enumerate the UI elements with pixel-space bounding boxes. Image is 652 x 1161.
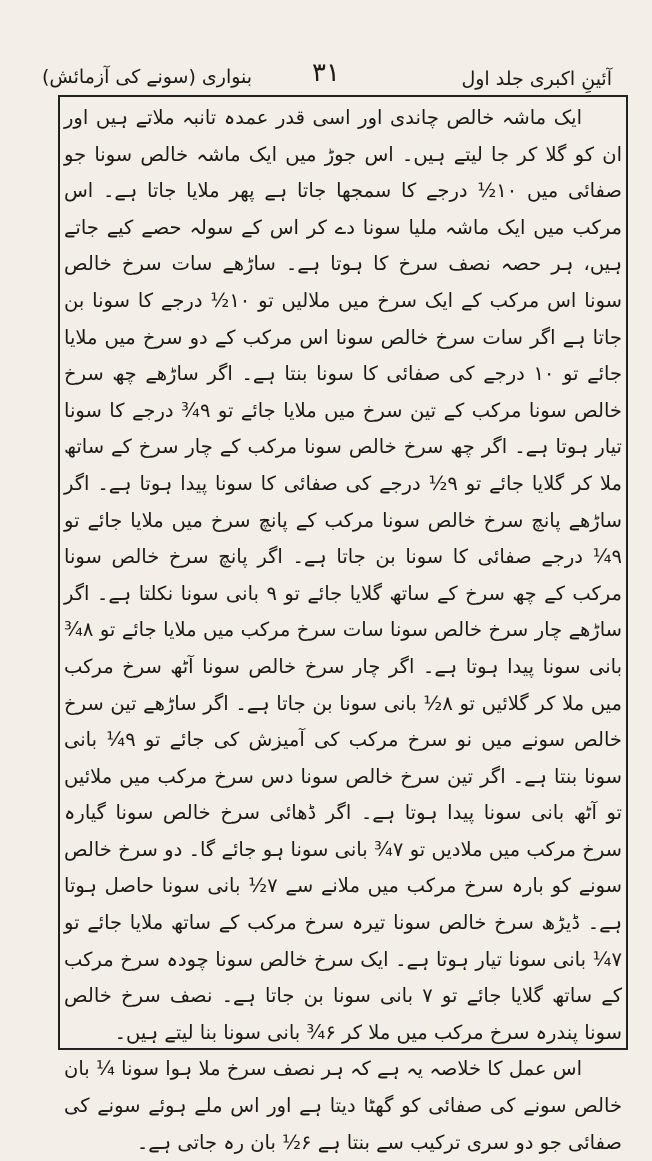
paragraph: اس عمل کا خلاصہ یہ ہے کہ ہر نصف سرخ ملا ہوا سونا ¼ بان خالص سونے کی صفائی کو گھٹا دیتا ہے اور اس ملے ہوئے سونے کی صفائی جو دو سری ترکیب سے بنتا ہے ۶½ بان رہ جاتی ہے۔ [64,1057,622,1154]
section-title: بنواری (سونے کی آزمائش) [42,66,253,88]
paragraph: ایک ماشہ خالص چاندی اور اسی قدر عمدہ تانبہ ملاتے ہیں اور ان کو گلا کر جا لیتے ہیں۔ اس جوڑ میں ایک ماشہ خالص سونا جو صفائی میں ۱۰½ درجے کا سمجھا جاتا ہے پھر ملایا جاتا ہے۔ اس مرکب میں ایک ماشہ ملیا سونا دے کر اس کے سولہ حصے کیے جاتے ہیں، ہر حصہ نصف سرخ کا ہوتا ہے۔ ساڑھے سات سرخ خالص سونا اس مرکب کے ایک سرخ میں ملالیں تو ۱۰½ درجے کا سونا بن جاتا ہے اگر سات سرخ خالص سونا اس مرکب کے دو سرخ میں ملایا جائے تو ۱۰ درجے کی صفائی کا سونا بنتا ہے۔ اگر ساڑھے چھ سرخ خالص سونا مرکب کے تین سرخ میں ملایا جائے تو ۹¾ درجے کا سونا تیار ہوتا ہے۔ اگر چھ سرخ خالص سونا مرکب کے چار سرخ کے ساتھ ملا کر گلایا جائے تو ۹½ درجے کی صفائی کا سونا پیدا ہوتا ہے۔ اگر ساڑھے پانچ سرخ خالص سونا مرکب کے پانچ سرخ میں ملایا جائے تو ۹¼ درجے صفائی کا سونا بن جاتا ہے۔ اگر پانچ سرخ خالص سونا مرکب کے چھ سرخ کے ساتھ گلایا جائے تو ۹ بانی سونا نکلتا ہے۔ اگر ساڑھے چار سرخ خالص سونا سات سرخ مرکب میں ملایا جائے تو ۸¾ بانی سونا پیدا ہوتا ہے۔ اگر چار سرخ خالص سونا آٹھ سرخ مرکب میں ملا کر گلائیں تو ۸½ بانی سونا بن جاتا ہے۔ اگر ساڑھے تین سرخ خالص سونے میں نو سرخ مرکب کی آمیزش کی جائے تو ۹¼ بانی سونا بنتا ہے۔ اگر تین سرخ خالص سونا دس سرخ مرکب میں ملائیں تو آٹھ بانی سونا پیدا ہوتا ہے۔ اگر ڈھائی سرخ خالص سونا گیارہ سرخ مرکب میں ملادیں تو ۷¾ بانی سونا ہو جائے گا۔ دو سرخ خالص سونے کو بارہ سرخ مرکب میں ملانے سے ۷½ بانی سونا حاصل ہوتا ہے۔ ڈیڑھ سرخ خالص سونا تیرہ سرخ مرکب کے ساتھ ملایا جائے تو ۷¼ بانی سونا تیار ہوتا ہے۔ ایک سرخ خالص سونا چودہ سرخ مرکب کے ساتھ گلایا جائے تو ۷ بانی سونا بن جاتا ہے۔ نصف سرخ خالص سونا پندرہ سرخ مرکب میں ملا کر ۶¾ بانی سونا بنا لیتے ہیں۔ [64,106,622,1044]
page-number: ۳۱ [312,58,340,88]
body-text [64,100,622,1154]
page-header [30,38,622,88]
book-title: آئینِ اکبری جلد اول [461,68,612,90]
